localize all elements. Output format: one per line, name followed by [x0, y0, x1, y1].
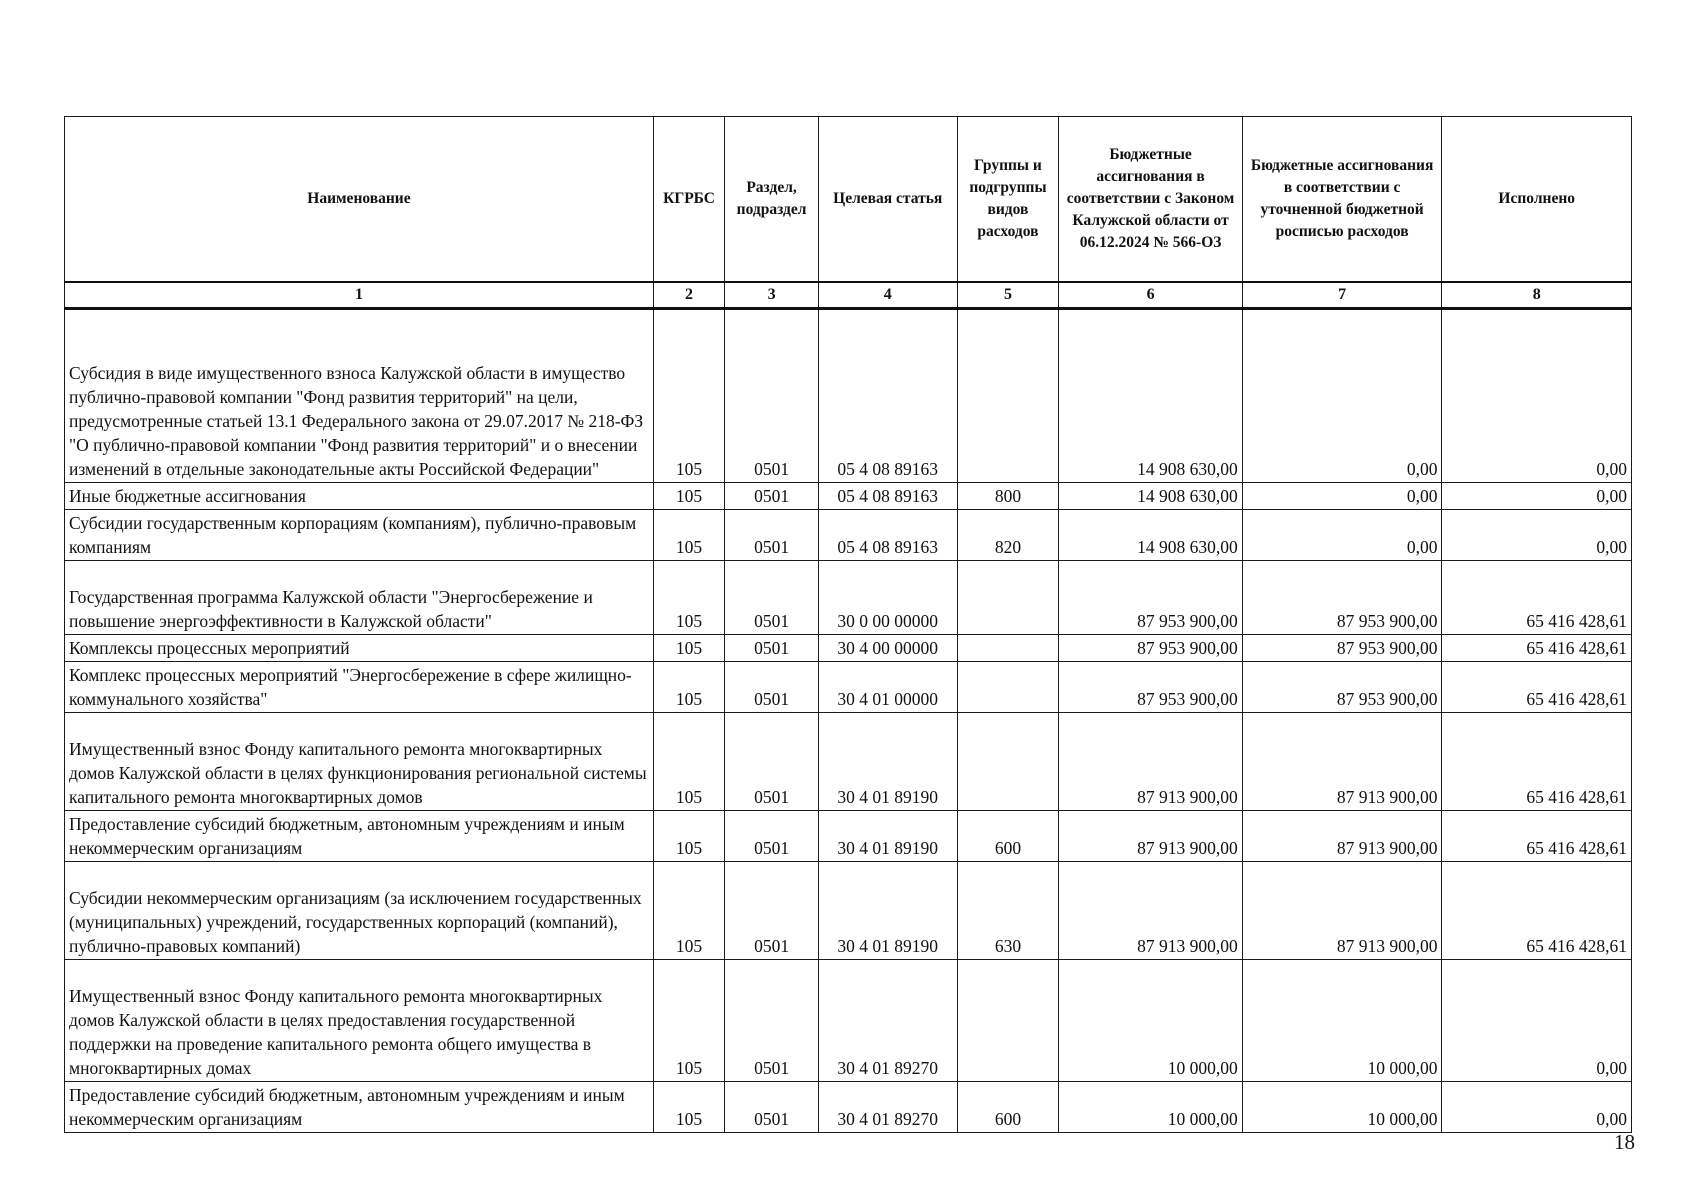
row-target-article: 05 4 08 89163: [818, 510, 957, 561]
table-row: [65, 1082, 1632, 1133]
row-target-article: 30 4 00 00000: [818, 635, 957, 662]
row-name: Комплексы процессных мероприятий: [65, 635, 654, 662]
row-target-article: 30 4 01 89270: [818, 1082, 957, 1133]
table-row: [65, 662, 1632, 713]
row-refined-amount: 0,00: [1242, 483, 1442, 510]
row-kgrbs: 105: [653, 811, 724, 862]
row-refined-amount: 0,00: [1242, 510, 1442, 561]
table-row: [65, 713, 1632, 811]
header-executed: Исполнено: [1442, 117, 1632, 283]
column-number: 3: [725, 282, 819, 309]
row-expense-type: [957, 561, 1059, 635]
row-refined-amount: 87 953 900,00: [1242, 561, 1442, 635]
row-section: 0501: [725, 1082, 819, 1133]
row-kgrbs: 105: [653, 862, 724, 960]
row-section: 0501: [725, 713, 819, 811]
row-executed-amount: 0,00: [1442, 483, 1632, 510]
column-number-row: [65, 282, 1632, 309]
column-number: 5: [957, 282, 1059, 309]
row-section: 0501: [725, 862, 819, 960]
row-kgrbs: 105: [653, 510, 724, 561]
budget-table: [64, 116, 1632, 1133]
row-kgrbs: 105: [653, 662, 724, 713]
column-number: 6: [1059, 282, 1242, 309]
row-law-amount: 14 908 630,00: [1059, 309, 1242, 483]
row-name: Государственная программа Калужской области "Энергосбережение и повышение энергоэффективности в Калужской области": [65, 561, 654, 635]
row-kgrbs: 105: [653, 635, 724, 662]
table-row: [65, 309, 1632, 483]
row-target-article: 30 4 01 89190: [818, 713, 957, 811]
table-row: [65, 811, 1632, 862]
row-executed-amount: 65 416 428,61: [1442, 662, 1632, 713]
row-name: Имущественный взнос Фонду капитального ремонта многоквартирных домов Калужской области в целях предоставления государственной поддержки на проведение капитального ремонта общего имущества в многоквартирных домах: [65, 960, 654, 1082]
row-section: 0501: [725, 483, 819, 510]
row-section: 0501: [725, 960, 819, 1082]
row-law-amount: 87 953 900,00: [1059, 561, 1242, 635]
column-number: 2: [653, 282, 724, 309]
row-expense-type: [957, 960, 1059, 1082]
row-refined-amount: 87 953 900,00: [1242, 662, 1442, 713]
row-name: Субсидия в виде имущественного взноса Калужской области в имущество публично-правовой компании "Фонд развития территорий" на цели, предусмотренные статьей 13.1 Федерального закона от 29.07.2017 № 218-ФЗ "О публично-правовой компании "Фонд развития территорий" и о внесении изменений в отдельные законодательные акты Российской Федерации": [65, 309, 654, 483]
row-expense-type: 600: [957, 811, 1059, 862]
row-refined-amount: 10 000,00: [1242, 1082, 1442, 1133]
row-law-amount: 87 953 900,00: [1059, 662, 1242, 713]
row-section: 0501: [725, 811, 819, 862]
column-number: 4: [818, 282, 957, 309]
row-expense-type: [957, 713, 1059, 811]
column-number: 1: [65, 282, 654, 309]
row-target-article: 30 4 01 89190: [818, 811, 957, 862]
table-row: [65, 561, 1632, 635]
row-refined-amount: 87 913 900,00: [1242, 713, 1442, 811]
header-name: Наименование: [65, 117, 654, 283]
table-row: [65, 862, 1632, 960]
row-law-amount: 14 908 630,00: [1059, 510, 1242, 561]
row-expense-type: 600: [957, 1082, 1059, 1133]
row-executed-amount: 0,00: [1442, 510, 1632, 561]
header-refined-allocations: Бюджетные ассигнования в соответствии с уточненной бюджетной росписью расходов: [1242, 117, 1442, 283]
row-name: Предоставление субсидий бюджетным, автономным учреждениям и иным некоммерческим организациям: [65, 1082, 654, 1133]
row-law-amount: 10 000,00: [1059, 960, 1242, 1082]
row-law-amount: 87 913 900,00: [1059, 713, 1242, 811]
row-section: 0501: [725, 309, 819, 483]
row-expense-type: 630: [957, 862, 1059, 960]
row-kgrbs: 105: [653, 483, 724, 510]
row-name: Предоставление субсидий бюджетным, автономным учреждениям и иным некоммерческим организациям: [65, 811, 654, 862]
header-law-allocations: Бюджетные ассигнования в соответствии с Законом Калужской области от 06.12.2024 № 566-ОЗ: [1059, 117, 1242, 283]
row-section: 0501: [725, 662, 819, 713]
row-executed-amount: 65 416 428,61: [1442, 811, 1632, 862]
row-executed-amount: 65 416 428,61: [1442, 561, 1632, 635]
row-section: 0501: [725, 635, 819, 662]
header-target-article: Целевая статья: [818, 117, 957, 283]
row-name: Иные бюджетные ассигнования: [65, 483, 654, 510]
row-section: 0501: [725, 510, 819, 561]
row-law-amount: 14 908 630,00: [1059, 483, 1242, 510]
row-executed-amount: 65 416 428,61: [1442, 635, 1632, 662]
row-target-article: 30 0 00 00000: [818, 561, 957, 635]
header-section: Раздел, подраздел: [725, 117, 819, 283]
row-refined-amount: 87 913 900,00: [1242, 862, 1442, 960]
row-executed-amount: 0,00: [1442, 309, 1632, 483]
row-executed-amount: 65 416 428,61: [1442, 862, 1632, 960]
table-row: [65, 510, 1632, 561]
row-law-amount: 87 913 900,00: [1059, 862, 1242, 960]
row-refined-amount: 87 913 900,00: [1242, 811, 1442, 862]
row-name: Субсидии государственным корпорациям (компаниям), публично-правовым компаниям: [65, 510, 654, 561]
row-target-article: 30 4 01 89270: [818, 960, 957, 1082]
row-expense-type: 800: [957, 483, 1059, 510]
row-executed-amount: 0,00: [1442, 1082, 1632, 1133]
row-target-article: 30 4 01 89190: [818, 862, 957, 960]
row-kgrbs: 105: [653, 1082, 724, 1133]
row-law-amount: 87 953 900,00: [1059, 635, 1242, 662]
row-name: Комплекс процессных мероприятий "Энергосбережение в сфере жилищно-коммунального хозяйства": [65, 662, 654, 713]
column-number: 7: [1242, 282, 1442, 309]
table-row: [65, 960, 1632, 1082]
row-expense-type: [957, 309, 1059, 483]
row-expense-type: [957, 635, 1059, 662]
row-target-article: 05 4 08 89163: [818, 483, 957, 510]
page-number: 18: [1614, 1130, 1635, 1154]
row-refined-amount: 87 953 900,00: [1242, 635, 1442, 662]
row-expense-type: [957, 662, 1059, 713]
row-target-article: 30 4 01 00000: [818, 662, 957, 713]
header-row: [65, 117, 1632, 283]
row-law-amount: 87 913 900,00: [1059, 811, 1242, 862]
table-row: [65, 483, 1632, 510]
column-number: 8: [1442, 282, 1632, 309]
header-kgrbs: КГРБС: [653, 117, 724, 283]
row-name: Субсидии некоммерческим организациям (за исключением государственных (муниципальных) учреждений, государственных корпораций (компаний), публично-правовых компаний): [65, 862, 654, 960]
row-executed-amount: 65 416 428,61: [1442, 713, 1632, 811]
row-kgrbs: 105: [653, 309, 724, 483]
table-row: [65, 635, 1632, 662]
row-executed-amount: 0,00: [1442, 960, 1632, 1082]
row-kgrbs: 105: [653, 561, 724, 635]
row-target-article: 05 4 08 89163: [818, 309, 957, 483]
row-refined-amount: 0,00: [1242, 309, 1442, 483]
row-section: 0501: [725, 561, 819, 635]
row-name: Имущественный взнос Фонду капитального ремонта многоквартирных домов Калужской области в целях функционирования региональной системы капитального ремонта многоквартирных домов: [65, 713, 654, 811]
row-refined-amount: 10 000,00: [1242, 960, 1442, 1082]
row-law-amount: 10 000,00: [1059, 1082, 1242, 1133]
row-kgrbs: 105: [653, 960, 724, 1082]
row-kgrbs: 105: [653, 713, 724, 811]
header-expense-types: Группы и подгруппы видов расходов: [957, 117, 1059, 283]
row-expense-type: 820: [957, 510, 1059, 561]
